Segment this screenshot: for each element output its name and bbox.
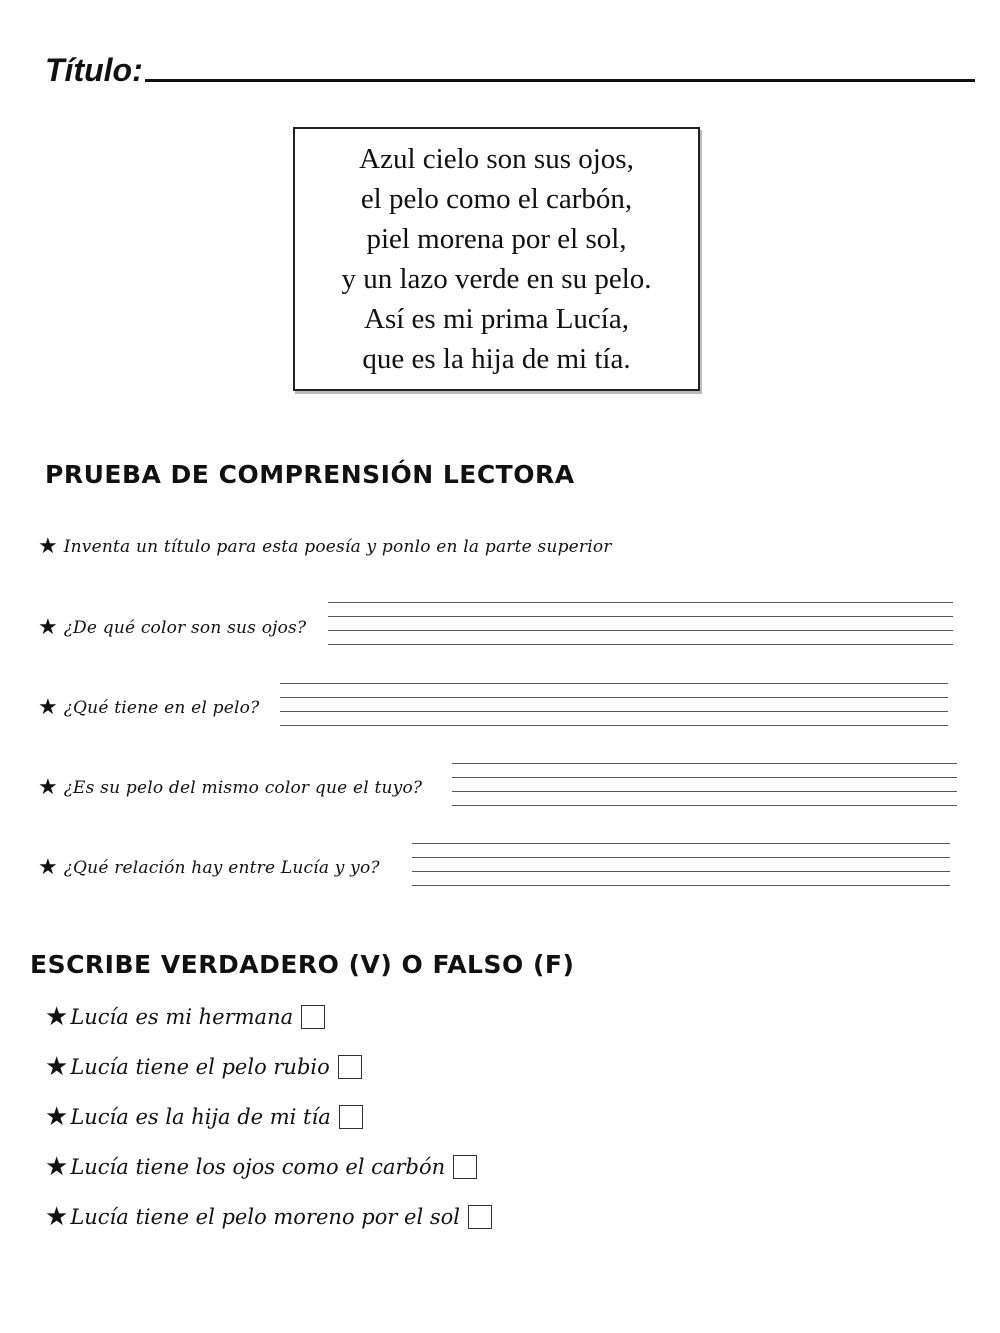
star-icon: ★ [45, 1102, 69, 1132]
statement-text: Lucía tiene los ojos como el carbón [70, 1155, 446, 1179]
answer-lines[interactable] [280, 681, 948, 733]
star-icon: ★ [38, 855, 58, 880]
star-icon: ★ [45, 1002, 69, 1032]
poem-line: que es la hija de mi tía. [362, 343, 631, 375]
statement-row [45, 1050, 362, 1084]
answer-lines[interactable] [328, 600, 953, 652]
question-row [38, 678, 259, 738]
poem-line: el pelo como el carbón, [360, 183, 633, 215]
question-row [38, 758, 422, 818]
title-label: Título: [45, 52, 143, 88]
statement-row [45, 1100, 363, 1134]
statement-row [45, 1200, 492, 1234]
star-icon: ★ [38, 534, 58, 559]
question-text: ¿Es su pelo del mismo color que el tuyo? [63, 778, 423, 798]
answer-checkbox[interactable] [339, 1105, 363, 1129]
answer-checkbox[interactable] [338, 1055, 362, 1079]
star-icon: ★ [45, 1052, 69, 1082]
statement-text: Lucía tiene el pelo rubio [70, 1055, 330, 1079]
true-false-heading: ESCRIBE VERDADERO (V) O FALSO (F) [30, 950, 575, 979]
answer-checkbox[interactable] [453, 1155, 477, 1179]
star-icon: ★ [38, 615, 58, 640]
poem-box [293, 127, 700, 391]
question-row [38, 517, 612, 577]
statement-text: Lucía tiene el pelo moreno por el sol [70, 1205, 461, 1229]
statement-row [45, 1000, 325, 1034]
star-icon: ★ [45, 1152, 69, 1182]
answer-lines[interactable] [412, 841, 950, 893]
poem-line: piel morena por el sol, [366, 223, 627, 255]
title-row [45, 42, 975, 86]
star-icon: ★ [38, 775, 58, 800]
title-answer-line[interactable] [145, 79, 975, 82]
answer-checkbox[interactable] [468, 1205, 492, 1229]
poem-line: y un lazo verde en su pelo. [341, 263, 652, 295]
star-icon: ★ [38, 695, 58, 720]
statement-text: Lucía es mi hermana [70, 1005, 294, 1029]
statement-text: Lucía es la hija de mi tía [70, 1105, 331, 1129]
poem-line: Así es mi prima Lucía, [364, 303, 629, 335]
poem-line: Azul cielo son sus ojos, [359, 143, 634, 175]
question-text: Inventa un título para esta poesía y ponlo en la parte superior [63, 537, 612, 557]
question-text: ¿De qué color son sus ojos? [63, 618, 307, 638]
answer-checkbox[interactable] [301, 1005, 325, 1029]
answer-lines[interactable] [452, 761, 957, 813]
question-row [38, 598, 306, 658]
star-icon: ★ [45, 1202, 69, 1232]
question-text: ¿Qué tiene en el pelo? [63, 698, 260, 718]
statement-row [45, 1150, 477, 1184]
question-text: ¿Qué relación hay entre Lucía y yo? [63, 858, 380, 878]
comprehension-heading: PRUEBA DE COMPRENSIÓN LECTORA [45, 460, 575, 489]
question-row [38, 838, 380, 898]
